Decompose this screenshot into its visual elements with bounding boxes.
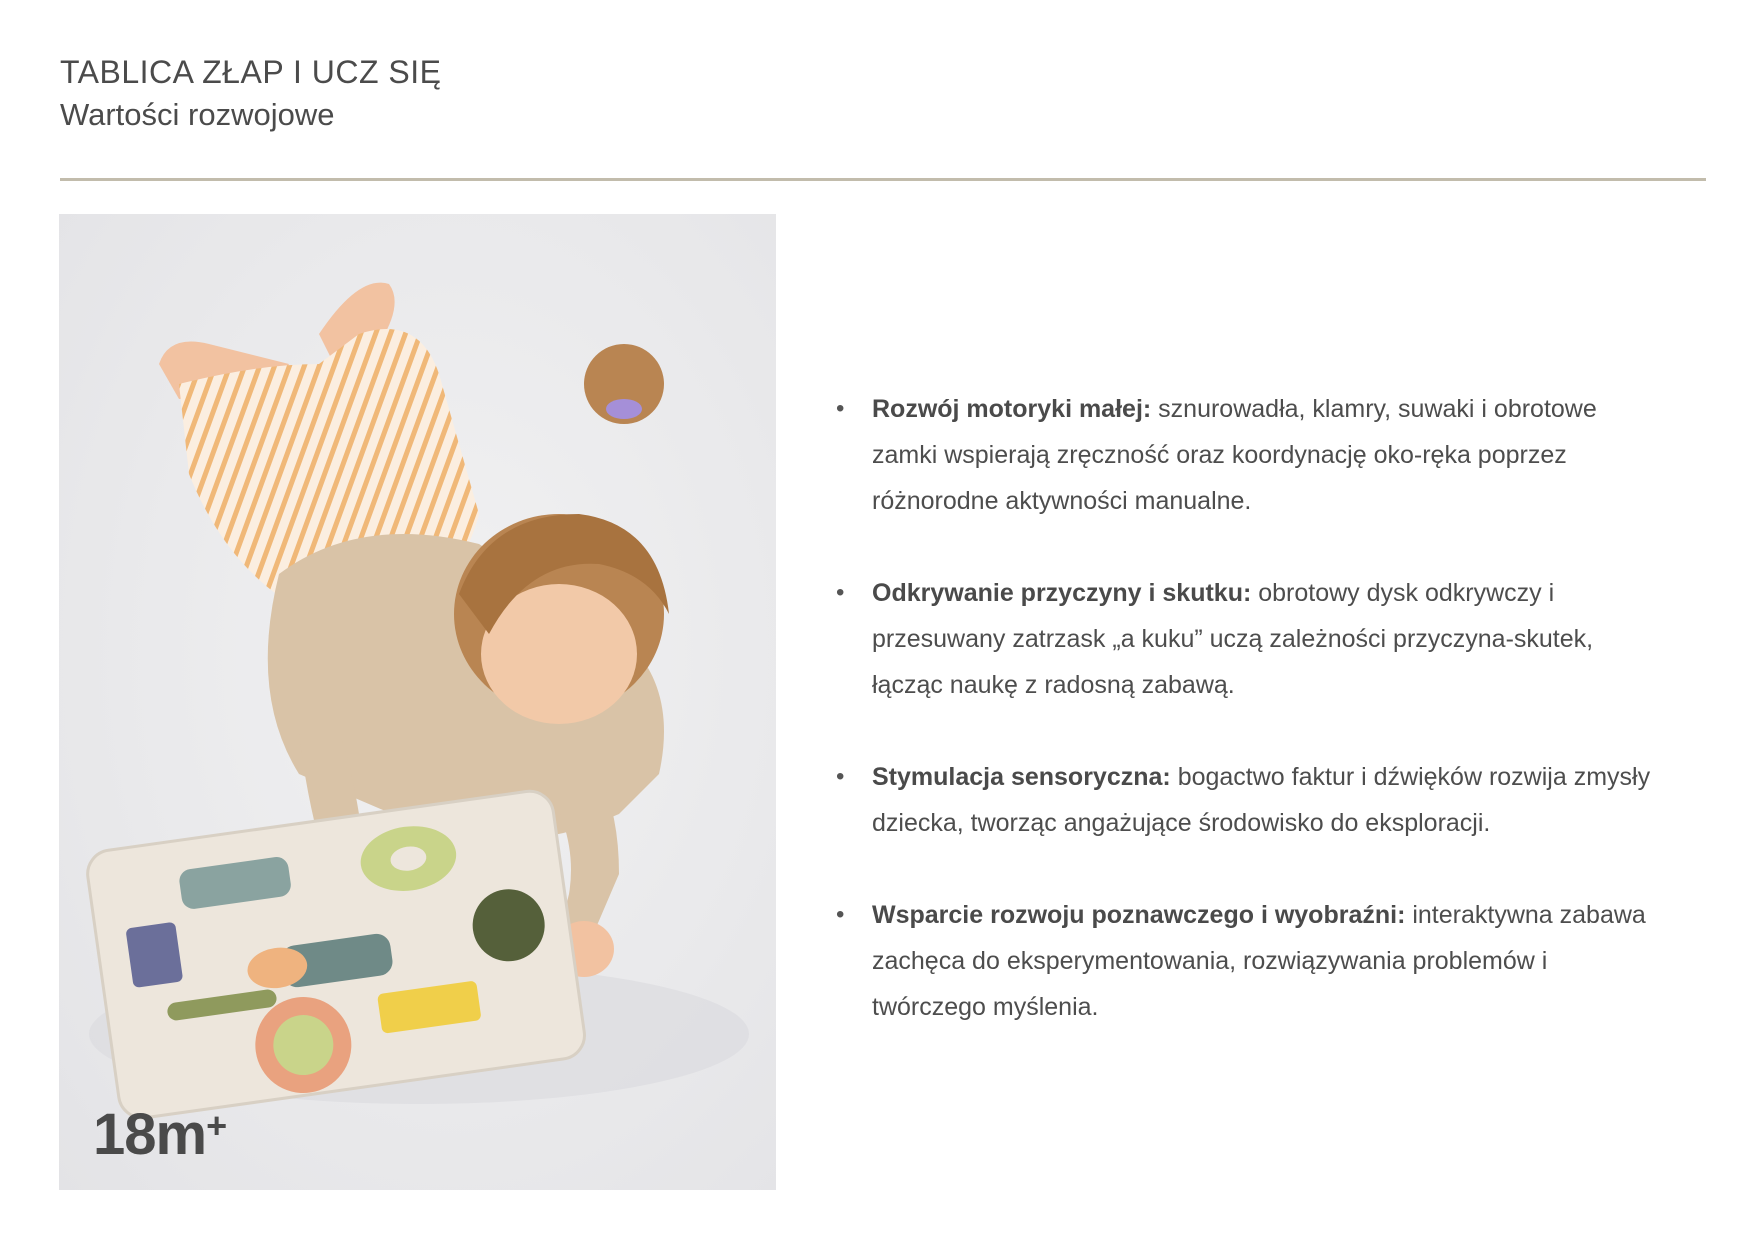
age-label: 18m xyxy=(93,1102,207,1167)
benefit-text: sznurowadła, klamry, suwaki i obrotowe zamki wspierają zręczność oraz koordynację oko-ręka poprzez różnorodne aktywności manualne. xyxy=(872,395,1597,515)
benefit-item xyxy=(836,386,1656,524)
benefit-item xyxy=(836,754,1656,846)
benefit-heading: Odkrywanie przyczyny i skutku: xyxy=(872,579,1252,607)
bullet-icon: • xyxy=(836,579,845,606)
bullet-icon: • xyxy=(836,901,845,928)
page-header xyxy=(60,52,441,136)
benefit-heading: Stymulacja sensoryczna: xyxy=(872,763,1171,791)
bullet-icon: • xyxy=(836,763,845,790)
benefit-text: interaktywna zabawa zachęca do eksperymentowania, rozwiązywania problemów i twórczego myślenia. xyxy=(872,901,1646,1021)
header-divider xyxy=(60,178,1706,181)
page-subtitle: Wartości rozwojowe xyxy=(60,97,335,132)
age-plus: + xyxy=(206,1105,227,1146)
benefit-heading: Wsparcie rozwoju poznawczego i wyobraźni: xyxy=(872,901,1406,929)
bullet-icon: • xyxy=(836,395,845,422)
age-badge xyxy=(93,1101,226,1168)
benefit-text: bogactwo faktur i dźwięków rozwija zmysły dziecka, tworząc angażujące środowisko do eksploracji. xyxy=(872,763,1651,837)
product-photo xyxy=(59,214,776,1190)
benefit-heading: Rozwój motoryki małej: xyxy=(872,395,1152,423)
benefit-item xyxy=(836,892,1656,1030)
child-playing-illustration xyxy=(59,214,776,1190)
benefit-text: obrotowy dysk odkrywczy i przesuwany zatrzask „a kuku” uczą zależności przyczyna-skutek, łącząc naukę z radosną zabawą. xyxy=(872,579,1594,699)
page-title: TABLICA ZŁAP I UCZ SIĘ xyxy=(60,54,442,90)
benefits-list xyxy=(836,386,1656,1076)
benefit-item xyxy=(836,570,1656,708)
